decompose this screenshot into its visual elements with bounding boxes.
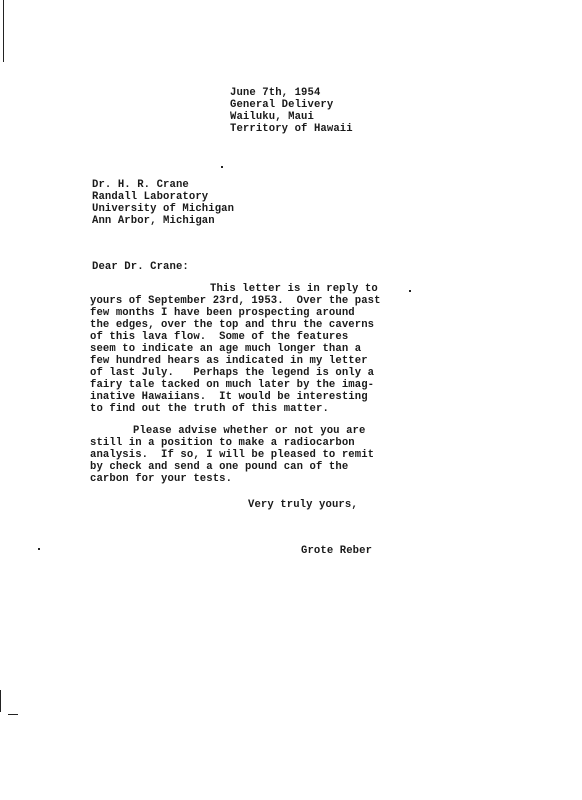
recipient-name: Dr. H. R. Crane xyxy=(92,179,189,191)
recipient-address-line: Randall Laboratory xyxy=(92,191,209,203)
scan-edge-mark xyxy=(3,0,4,62)
letter-date: June 7th, 1954 xyxy=(230,87,321,99)
paragraph-line: by check and send a one pound can of the xyxy=(90,461,349,473)
scan-edge-mark xyxy=(0,690,1,712)
paragraph-line: still in a position to make a radiocarbon xyxy=(90,437,355,449)
paragraph-line: fairy tale tacked on much later by the imag- xyxy=(90,379,375,391)
paragraph-line: seem to indicate an age much longer than a xyxy=(90,343,362,355)
sender-address-line: Wailuku, Maui xyxy=(230,111,314,123)
paragraph-line: Please advise whether or not you are xyxy=(133,425,366,437)
paragraph-line: the edges, over the top and thru the caverns xyxy=(90,319,375,331)
scan-speck xyxy=(38,548,40,550)
paragraph-line: yours of September 23rd, 1953. Over the past xyxy=(90,295,381,307)
sender-address-line: Territory of Hawaii xyxy=(230,123,353,135)
paragraph-line: to find out the truth of this matter. xyxy=(90,403,329,415)
sender-address-line: General Delivery xyxy=(230,99,334,111)
paragraph-line: few hundred hears as indicated in my letter xyxy=(90,355,368,367)
recipient-address-line: Ann Arbor, Michigan xyxy=(92,215,215,227)
paragraph-line: of this lava flow. Some of the features xyxy=(90,331,349,343)
scan-edge-mark xyxy=(8,714,18,715)
closing: Very truly yours, xyxy=(248,499,358,511)
paragraph-line: of last July. Perhaps the legend is only a xyxy=(90,367,375,379)
signature-name: Grote Reber xyxy=(301,545,373,557)
paragraph-line: analysis. If so, I will be pleased to remit xyxy=(90,449,375,461)
scan-speck xyxy=(221,166,223,168)
paragraph-line: This letter is in reply to xyxy=(210,283,378,295)
paragraph-line: inative Hawaiians. It would be interesting xyxy=(90,391,368,403)
salutation: Dear Dr. Crane: xyxy=(92,261,189,273)
paragraph-line: few months I have been prospecting around xyxy=(90,307,355,319)
paragraph-line: carbon for your tests. xyxy=(90,473,233,485)
scan-speck xyxy=(409,290,411,292)
recipient-address-line: University of Michigan xyxy=(92,203,235,215)
